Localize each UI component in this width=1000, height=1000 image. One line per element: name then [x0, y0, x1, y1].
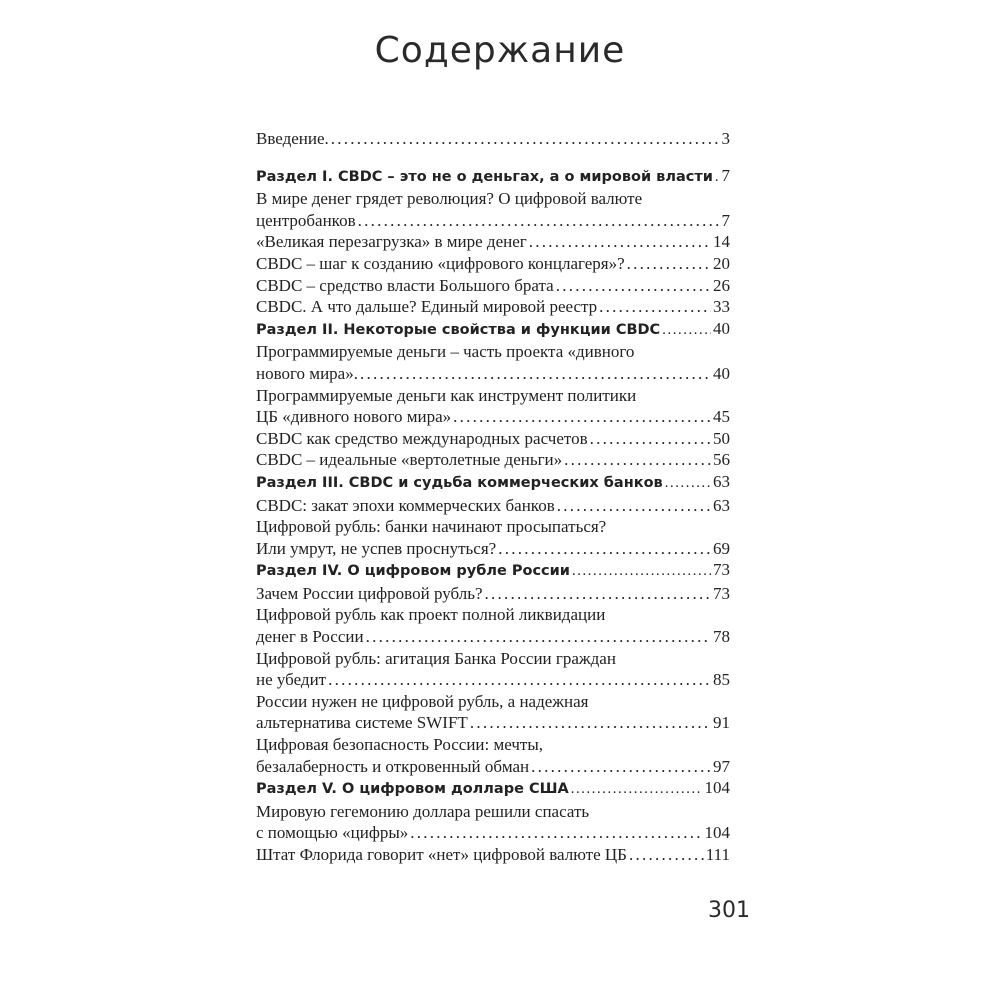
toc-entry	[256, 128, 730, 150]
dot-leader	[331, 128, 720, 150]
dot-leader	[665, 473, 711, 495]
dot-leader	[366, 626, 711, 648]
toc-entry-title: безалаберность и откровенный обман	[256, 756, 530, 776]
toc-entry-title: CBDC как средство международных расчетов	[256, 428, 588, 448]
dot-leader	[360, 363, 711, 385]
toc-entry-title: Раздел I. CBDC – это не о деньгах, а о мировой власти	[256, 168, 713, 185]
toc-entry	[256, 449, 730, 471]
toc-entry-title: Раздел IV. О цифровом рубле России	[256, 563, 570, 580]
toc-entry-title: денег в России	[256, 627, 364, 647]
toc-entry-title: CBDC: закат эпохи коммерческих банков	[256, 495, 555, 515]
toc-entry-title: «Великая перезагрузка» в мире денег	[256, 232, 527, 252]
toc-entry-title: CBDC. А что дальше? Единый мировой реестр	[256, 297, 598, 317]
toc-entry-title: CBDC – шаг к созданию «цифрового концлагеря»?	[256, 253, 625, 273]
dot-leader	[358, 210, 720, 232]
toc-section-entry	[256, 777, 730, 801]
toc-entry	[256, 844, 730, 866]
toc-page-number: 97	[713, 756, 730, 776]
toc-entry-title: Раздел III. CBDC и судьба коммерческих банков	[256, 474, 663, 491]
dot-leader	[572, 561, 711, 583]
dot-leader	[410, 822, 702, 844]
toc-entry	[256, 495, 730, 517]
dot-leader	[485, 583, 711, 605]
dot-leader	[715, 167, 720, 189]
toc-entry-title: Цифровая безопасность России: мечты,	[256, 735, 544, 755]
toc-entry	[256, 341, 730, 384]
toc-entry-title: ЦБ «дивного нового мира»	[256, 407, 452, 427]
toc-entry-title: CBDC – идеальные «вертолетные деньги»	[256, 450, 563, 470]
toc-entry-title: нового мира».	[256, 363, 358, 383]
toc-entry	[256, 604, 730, 647]
toc-entry-title: Введение.	[256, 129, 329, 148]
toc-page-number: 20	[713, 253, 730, 273]
toc-entry-title: с помощью «цифры»	[256, 823, 409, 843]
toc-entry-title: Программируемые деньги как инструмент политики	[256, 385, 637, 405]
toc-entry	[256, 253, 730, 275]
toc-entry-title: Или умрут, не успев проснуться?	[256, 538, 497, 558]
toc-page-number: 40	[713, 363, 730, 383]
toc-entry	[256, 801, 730, 844]
dot-leader	[662, 320, 711, 342]
dot-leader	[590, 428, 711, 450]
dot-leader	[453, 406, 711, 428]
toc-page-number: 69	[713, 538, 730, 558]
toc-page-number: 73	[713, 560, 730, 580]
toc-page-number: 7	[721, 165, 730, 185]
toc-entry-title: CBDC – средство власти Большого брата	[256, 275, 554, 295]
toc-entry-title: России нужен не цифровой рубль, а надежная	[256, 691, 589, 711]
toc-page-number: 3	[721, 129, 730, 148]
toc-entry	[256, 516, 730, 559]
toc-entry-title: Раздел V. О цифровом долларе США	[256, 781, 569, 798]
toc-entry-title: Мировую гегемонию доллара решили спасать	[256, 801, 590, 821]
toc-entry-title: Штат Флорида говорит «нет» цифровой валюте ЦБ	[256, 845, 627, 864]
toc-page-number: 40	[713, 318, 730, 338]
toc-entry	[256, 583, 730, 605]
toc-page-number: 111	[705, 845, 730, 864]
toc-page-number: 63	[713, 471, 730, 491]
toc-entry-title: Цифровой рубль как проект полной ликвидации	[256, 605, 606, 625]
toc-page-number: 104	[704, 823, 730, 843]
toc-entry	[256, 296, 730, 318]
dot-leader	[328, 669, 711, 691]
toc-page-number: 7	[721, 210, 730, 230]
toc-page-number: 73	[713, 583, 730, 603]
dot-leader	[564, 449, 711, 471]
toc-page-number: 14	[713, 232, 730, 252]
table-of-contents	[256, 128, 730, 866]
toc-entry-title: Зачем России цифровой рубль?	[256, 583, 483, 603]
toc-entry	[256, 428, 730, 450]
dot-leader	[556, 275, 711, 297]
page-number: 301	[708, 898, 750, 923]
toc-page-number: 33	[713, 297, 730, 317]
toc-section-entry	[256, 559, 730, 583]
toc-entry-title: Цифровой рубль: агитация Банка России граждан	[256, 648, 616, 668]
dot-leader	[599, 296, 711, 318]
toc-entry-title: центробанков	[256, 210, 356, 230]
toc-entry	[256, 734, 730, 777]
toc-page-number: 45	[713, 407, 730, 427]
toc-entry	[256, 188, 730, 231]
toc-entry-title: В мире денег грядет революция? О цифровой валюте	[256, 189, 643, 209]
toc-entry-title: не убедит	[256, 670, 327, 690]
toc-entry-title: Раздел II. Некоторые свойства и функции CBDC	[256, 321, 661, 338]
toc-page-number: 104	[704, 778, 730, 798]
toc-section-entry	[256, 165, 730, 189]
toc-page-number: 91	[713, 713, 730, 733]
toc-entry-title: Программируемые деньги – часть проекта «дивного	[256, 342, 635, 362]
toc-entry	[256, 385, 730, 428]
dot-leader	[557, 495, 711, 517]
dot-leader	[627, 253, 711, 275]
dot-leader	[470, 712, 711, 734]
toc-page-number: 78	[713, 627, 730, 647]
toc-entry	[256, 231, 730, 253]
dot-leader	[531, 756, 711, 778]
dot-leader	[571, 779, 703, 801]
page-title: Содержание	[374, 30, 626, 71]
dot-leader	[629, 844, 704, 866]
toc-entry-title: альтернатива системе SWIFT	[256, 713, 468, 733]
toc-page-number: 50	[713, 428, 730, 448]
toc-page-number: 56	[713, 450, 730, 470]
toc-entry	[256, 691, 730, 734]
toc-page-number: 63	[713, 495, 730, 515]
toc-page-number: 26	[713, 275, 730, 295]
dot-leader	[529, 231, 711, 253]
dot-leader	[498, 538, 711, 560]
toc-section-entry	[256, 471, 730, 495]
toc-entry-title: Цифровой рубль: банки начинают просыпаться?	[256, 517, 607, 537]
toc-entry	[256, 648, 730, 691]
toc-entry	[256, 275, 730, 297]
toc-section-entry	[256, 318, 730, 342]
toc-page-number: 85	[713, 670, 730, 690]
